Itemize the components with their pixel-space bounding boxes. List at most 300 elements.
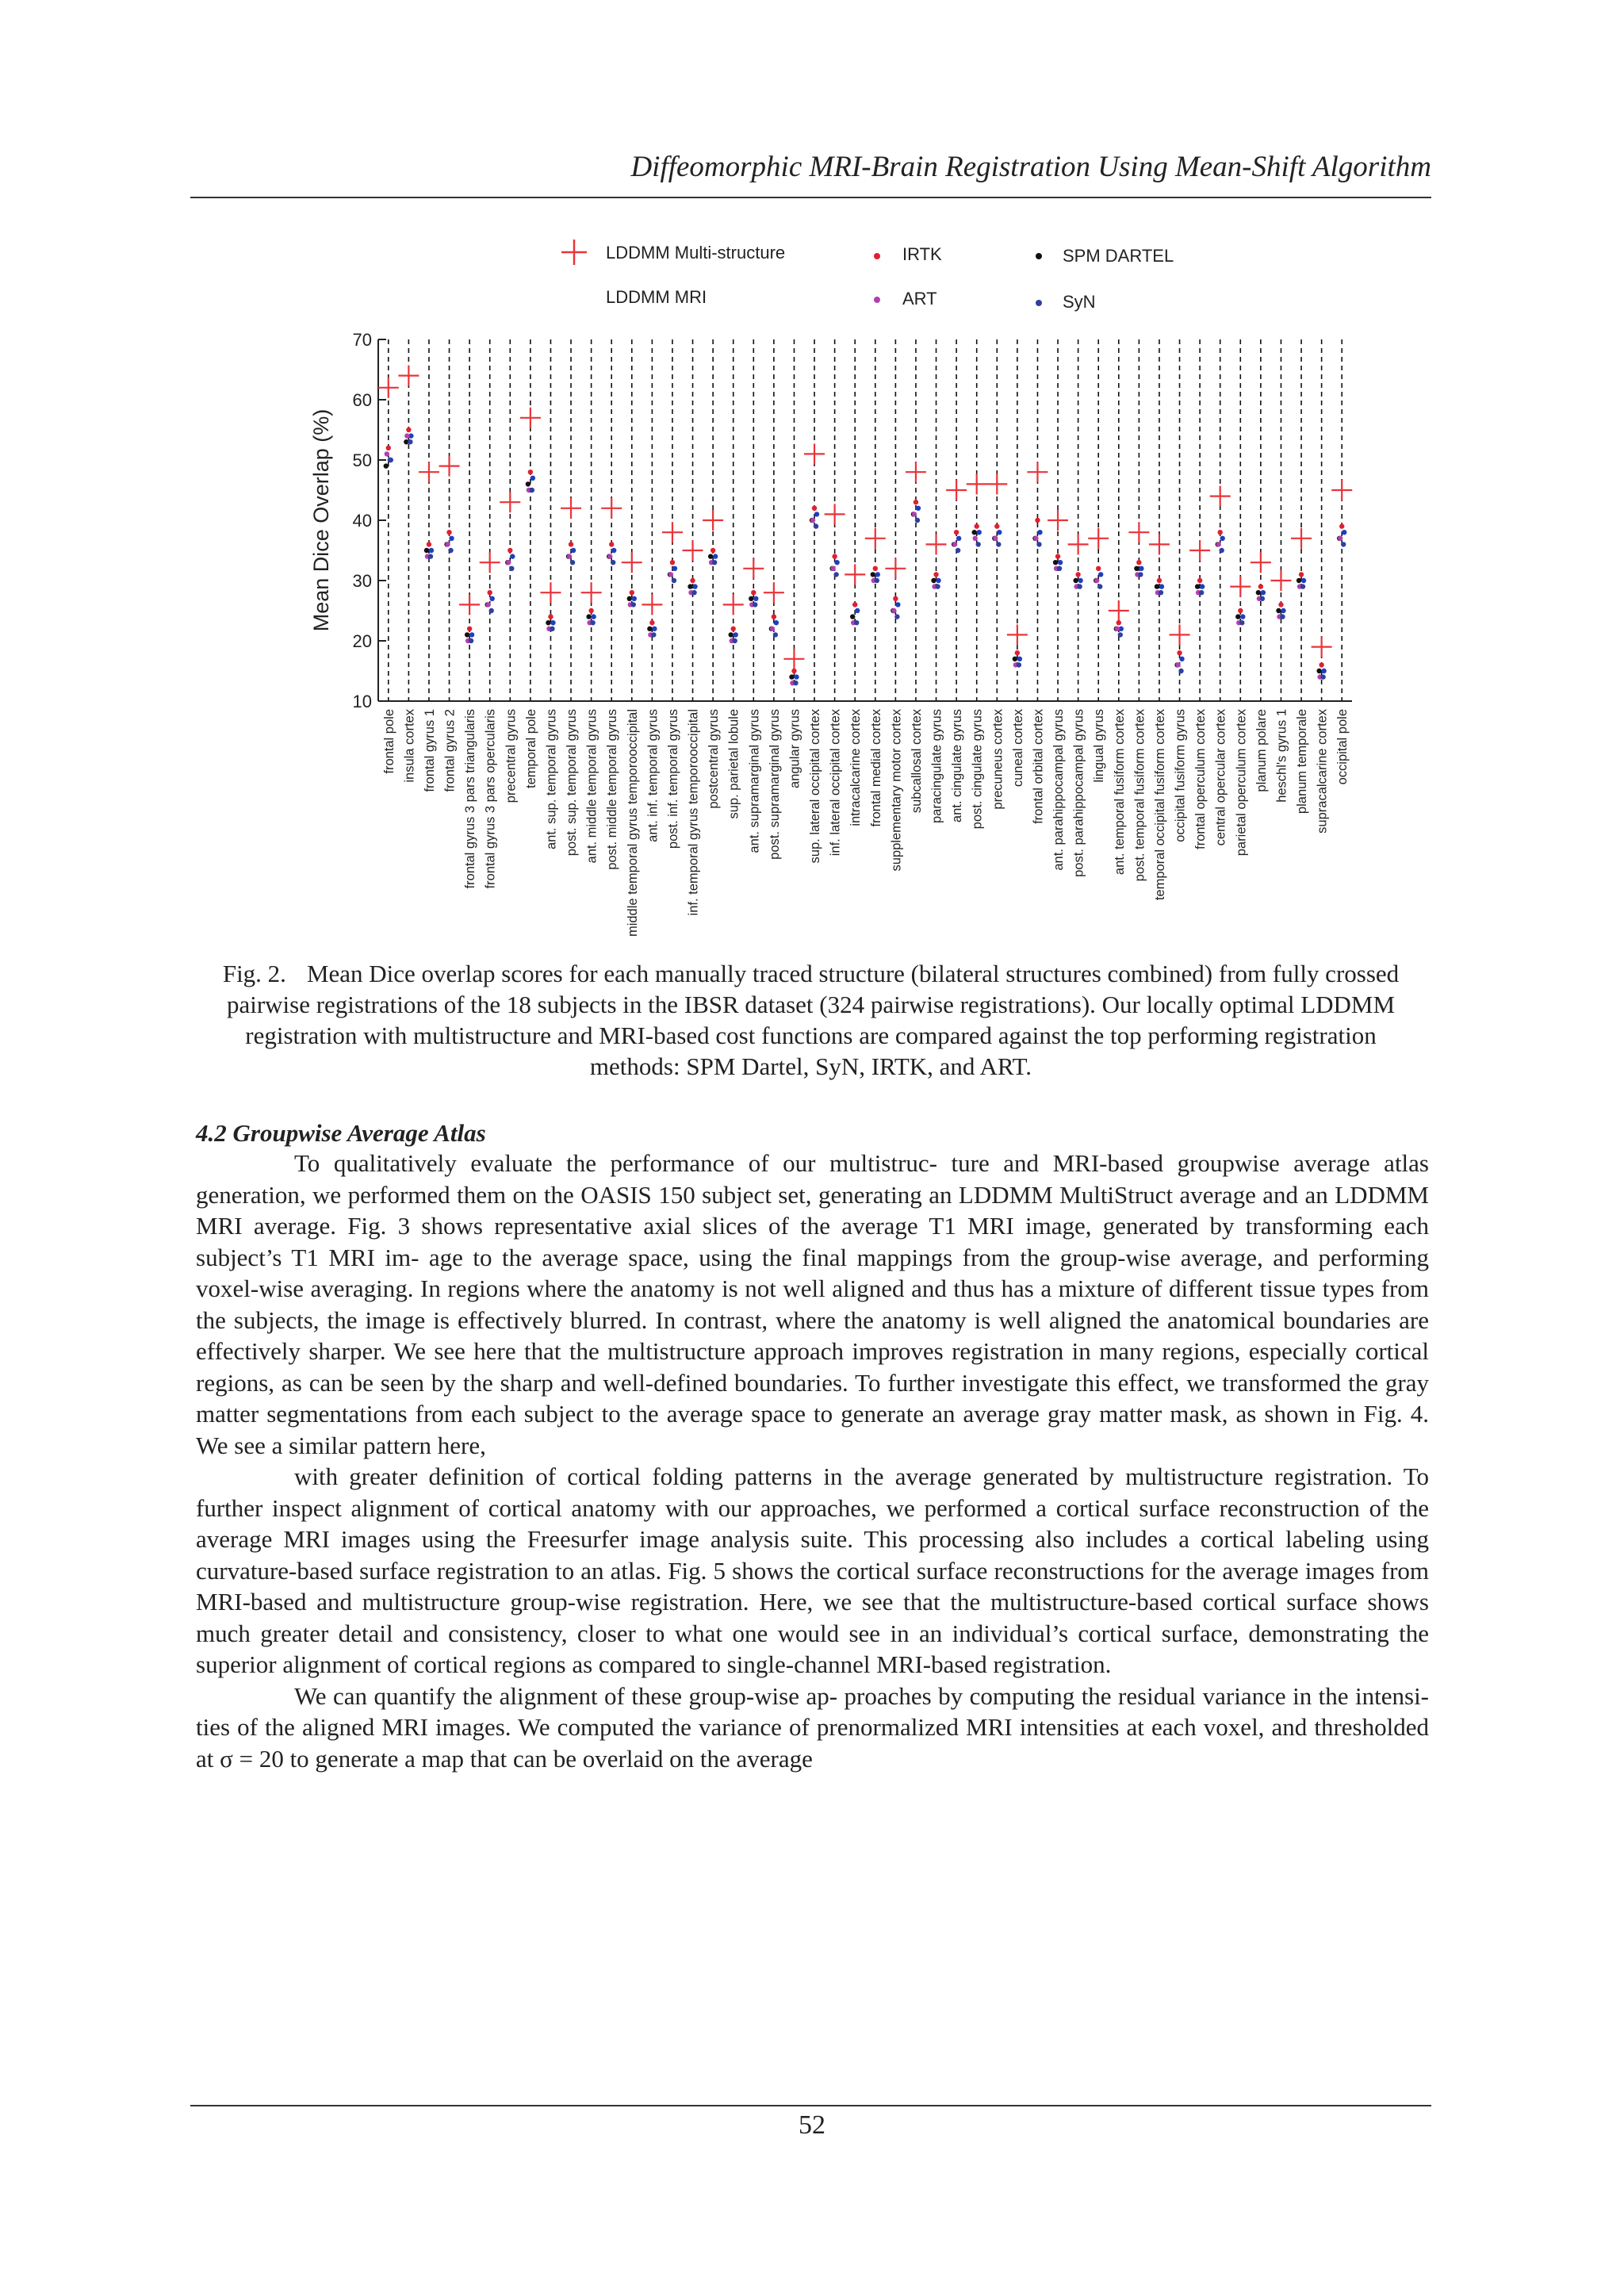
mark-lddmm-multi-structure [906, 462, 926, 482]
category-label: precentral gyrus [504, 709, 519, 803]
mark-lddmm-mri [571, 548, 576, 553]
mark-syn [854, 620, 859, 625]
mark-lddmm-multi-structure [926, 534, 947, 554]
mark-lddmm-mri [1261, 590, 1266, 595]
mark-irtk [446, 530, 451, 535]
mark-irtk [751, 590, 756, 595]
mark-irtk [1055, 554, 1060, 558]
mark-art [404, 433, 409, 438]
mark-lddmm-mri [855, 608, 860, 613]
category-label: lingual gyrus [1092, 709, 1107, 783]
y-tick-label: 20 [352, 631, 372, 651]
figure-2 [0, 0, 1624, 952]
dice-overlap-chart [0, 0, 1624, 952]
mark-lddmm-mri [530, 476, 535, 481]
mark-art [973, 536, 978, 541]
mark-syn [509, 566, 514, 571]
mark-irtk [1136, 560, 1141, 565]
mark-spm-dartel [424, 548, 429, 553]
category-label: supplementary motor cortex [889, 709, 904, 872]
mark-lddmm-mri [1200, 584, 1205, 588]
category-label: middle temporal gyrus temporooccipital [625, 709, 640, 937]
mark-lddmm-mri [490, 596, 495, 601]
mark-irtk [609, 542, 614, 546]
mark-lddmm-multi-structure [480, 552, 500, 573]
mark-lddmm-multi-structure [723, 594, 744, 615]
category-label: post. supramarginal gyrus [767, 709, 782, 860]
category-label: ant. temporal fusiform cortex [1112, 709, 1127, 876]
legend-item-irtk [874, 244, 942, 264]
chart-axes [309, 330, 1352, 711]
category-label: ant. supramarginal gyrus [747, 709, 762, 853]
legend-item-spm-dartel [1036, 246, 1174, 266]
mark-art [912, 512, 917, 516]
mark-lddmm-multi-structure [1149, 534, 1170, 554]
mark-irtk [933, 572, 938, 577]
legend-item-lddmm-multi [561, 240, 785, 265]
mark-art [506, 560, 511, 565]
mark-syn [793, 680, 798, 685]
figure-caption [198, 958, 1423, 1082]
mark-syn [1239, 620, 1244, 625]
mark-syn [631, 602, 636, 607]
mark-irtk [670, 560, 675, 565]
legend-label-syn: SyN [1063, 292, 1096, 312]
mark-lddmm-multi-structure [967, 473, 987, 494]
mark-syn [894, 614, 899, 619]
mark-spm-dartel [627, 596, 632, 601]
mark-syn [651, 632, 656, 637]
mark-irtk [1116, 620, 1121, 625]
mark-art [1216, 542, 1221, 546]
mark-irtk [1096, 566, 1101, 571]
mark-spm-dartel [1013, 657, 1017, 661]
mark-spm-dartel [871, 572, 875, 577]
mark-irtk [1157, 578, 1162, 583]
category-label: planum temporale [1295, 709, 1310, 815]
category-label: post. temporal fusiform cortex [1132, 709, 1147, 882]
mark-lddmm-multi-structure [683, 540, 703, 561]
category-label: parietal operculum cortex [1234, 709, 1249, 857]
legend-dot-irtk [874, 253, 880, 259]
mark-lddmm-mri [936, 578, 940, 583]
mark-spm-dartel [1053, 560, 1058, 565]
mark-syn [550, 627, 554, 631]
mark-art [1033, 536, 1038, 541]
mark-syn [1077, 584, 1082, 588]
mark-syn [1300, 584, 1305, 588]
mark-syn [1199, 590, 1204, 595]
mark-syn [915, 518, 920, 523]
mark-lddmm-mri [875, 572, 880, 577]
category-label: frontal gyrus 3 pars opercularis [483, 709, 498, 889]
paragraph: To qualitatively evaluate the performance of our multistruc- ture and MRI-based groupwise average atlas generation, we performed them on the OASIS 150 subject set, generating an LDDMM MultiStruct average and an LDDMM MRI average. Fig. 3 shows representative axial slices of the average T1 MRI image, generated by transforming each subject’s T1 MRI im- age to the average space, using the final mappings from the group-wise average, and performing voxel-wise averaging. In regions where the anatomy is not well aligned and thus has a mixture of different tissue types from the subjects, the image is effectively blurred. In contrast, where the anatomy is well aligned the anatomical boundaries are effectively sharper. We see here that the multistructure approach improves registration in many regions, especially cortical regions, as can be seen by the sharp and well-defined boundaries. To further investigate this effect, we transformed the gray matter segmentations from each subject to the average space to generate an average gray matter mask, as shown in Fig. 4. We see a similar pattern here, [196, 1149, 1429, 1459]
mark-syn [408, 439, 412, 444]
mark-lddmm-mri [997, 530, 1002, 535]
category-label: ant. parahippocampal gyrus [1051, 709, 1067, 871]
page-number: 52 [799, 2110, 825, 2140]
mark-lddmm-multi-structure [1027, 462, 1048, 482]
mark-syn [1017, 662, 1021, 667]
category-label: precuneus cortex [990, 709, 1005, 810]
mark-lddmm-multi-structure [1189, 540, 1210, 561]
mark-lddmm-mri [652, 627, 657, 631]
mark-syn [1138, 572, 1143, 577]
legend-item-lddmm-mri [606, 287, 707, 307]
mark-syn [428, 554, 433, 558]
category-label: post. middle temporal gyrus [605, 709, 620, 870]
mark-lddmm-mri [834, 560, 839, 565]
category-label: planum polare [1254, 709, 1269, 792]
mark-syn [1118, 632, 1123, 637]
mark-spm-dartel [789, 674, 794, 679]
mark-syn [1280, 614, 1285, 619]
legend-label-art: ART [902, 289, 937, 309]
mark-irtk [630, 590, 634, 595]
category-label: occipital fusiform gyrus [1173, 709, 1188, 842]
mark-lddmm-mri [956, 536, 961, 541]
mark-lddmm-multi-structure [946, 480, 967, 500]
section-heading: 4.2 Groupwise Average Atlas [196, 1119, 486, 1147]
mark-lddmm-multi-structure [540, 582, 561, 603]
mark-lddmm-mri [1240, 614, 1245, 619]
category-label: frontal gyrus 1 [422, 709, 437, 792]
mark-syn [712, 560, 717, 565]
mark-lddmm-mri [1017, 657, 1022, 661]
mark-lddmm-mri [814, 512, 819, 516]
category-label: frontal gyrus 2 [442, 709, 458, 792]
mark-irtk [1299, 572, 1304, 577]
mark-lddmm-mri [469, 632, 474, 637]
mark-spm-dartel [972, 530, 977, 535]
mark-lddmm-multi-structure [581, 582, 602, 603]
mark-syn [570, 560, 575, 565]
category-label: inf. temporal gyrus temporooccipital [686, 709, 701, 916]
mark-irtk [488, 590, 492, 595]
mark-art [486, 602, 491, 607]
category-label: frontal medial cortex [868, 709, 883, 827]
chart-legend [561, 240, 1174, 312]
mark-art [993, 536, 998, 541]
mark-syn [469, 638, 473, 643]
chart-gridlines [389, 339, 1342, 701]
mark-irtk [528, 470, 533, 474]
mark-lddmm-mri [713, 554, 718, 558]
mark-lddmm-multi-structure [378, 378, 399, 398]
mark-art [567, 554, 572, 558]
mark-irtk [873, 566, 878, 571]
mark-syn [814, 523, 818, 528]
category-label: frontal operculum cortex [1193, 709, 1208, 849]
mark-lddmm-mri [1321, 669, 1326, 673]
mark-syn [530, 488, 534, 493]
mark-spm-dartel [546, 620, 550, 625]
mark-irtk [1238, 608, 1243, 613]
mark-lddmm-mri [591, 614, 596, 619]
mark-irtk [731, 627, 736, 631]
mark-art [952, 542, 957, 546]
mark-spm-dartel [729, 632, 733, 637]
mark-syn [875, 578, 879, 583]
mark-irtk [954, 530, 959, 535]
category-label: ant. cingulate gyrus [950, 709, 965, 823]
mark-lddmm-multi-structure [1230, 577, 1251, 597]
mark-irtk [1197, 578, 1202, 583]
legend-dot-art [874, 297, 880, 303]
mark-art [1175, 662, 1180, 667]
mark-art [445, 542, 450, 546]
mark-syn [833, 572, 838, 577]
category-label: inf. lateral occipital cortex [828, 709, 843, 857]
mark-lddmm-multi-structure [1210, 486, 1231, 507]
mark-lddmm-mri [1058, 560, 1063, 565]
category-label: insula cortex [402, 709, 417, 783]
mark-irtk [649, 620, 654, 625]
mark-art [1338, 536, 1342, 541]
legend-label-lddmm-mri: LDDMM MRI [606, 287, 707, 307]
mark-lddmm-multi-structure [520, 408, 541, 428]
mark-spm-dartel [465, 632, 469, 637]
mark-lddmm-mri [550, 620, 555, 625]
mark-lddmm-mri [977, 530, 982, 535]
mark-irtk [1035, 518, 1040, 523]
legend-label-lddmm-multi: LDDMM Multi-structure [606, 243, 786, 263]
mark-lddmm-mri [753, 596, 758, 601]
mark-irtk [1278, 602, 1283, 607]
mark-lddmm-multi-structure [622, 552, 642, 573]
mark-irtk [569, 542, 573, 546]
mark-lddmm-multi-structure [459, 594, 480, 615]
mark-syn [1178, 669, 1183, 673]
mark-lddmm-multi-structure [662, 522, 683, 542]
mark-lddmm-mri [1179, 657, 1184, 661]
footer-rule [190, 2105, 1431, 2106]
mark-spm-dartel [1276, 608, 1281, 613]
mark-lddmm-multi-structure [845, 564, 865, 585]
mark-irtk [914, 500, 918, 504]
mark-spm-dartel [1256, 590, 1261, 595]
mark-lddmm-multi-structure [1007, 624, 1028, 645]
mark-lddmm-multi-structure [1128, 522, 1149, 542]
mark-irtk [772, 614, 776, 619]
category-label: post. cingulate gyrus [970, 709, 985, 830]
mark-syn [611, 560, 615, 565]
y-tick-label: 50 [352, 450, 372, 470]
mark-lddmm-multi-structure [1048, 510, 1068, 531]
mark-lddmm-multi-structure [642, 594, 662, 615]
mark-syn [388, 458, 393, 462]
mark-syn [753, 602, 757, 607]
mark-art [668, 572, 673, 577]
mark-lddmm-mri [733, 632, 738, 637]
mark-lddmm-mri [429, 548, 434, 553]
mark-spm-dartel [1297, 578, 1301, 583]
y-tick-label: 30 [352, 571, 372, 591]
mark-syn [590, 620, 595, 625]
mark-spm-dartel [1235, 614, 1240, 619]
mark-spm-dartel [647, 627, 652, 631]
paragraph: with greater definition of cortical folding patterns in the average generated by multistructure registration. To further inspect alignment of cortical anatomy with our approaches, we performed a cortical surface reconstruction of the average MRI images using the Freesurfer image analysis suite. This processing also includes a cortical labeling using curvature-based surface registration to an atlas. Fig. 5 shows the cortical surface reconstructions for the average images from MRI-based and multistructure group-wise registration. Here, we see that the multistructure-based cortical surface shows much greater detail and consistency, closer to what one would see in an individual’s cortical surface, demonstrating the superior alignment of cortical regions as compared to single-channel MRI-based registration. [196, 1462, 1429, 1678]
mark-lddmm-mri [916, 506, 921, 511]
mark-spm-dartel [688, 584, 692, 588]
mark-lddmm-multi-structure [743, 558, 764, 579]
mark-spm-dartel [1195, 584, 1200, 588]
mark-lddmm-mri [1301, 578, 1306, 583]
mark-lddmm-mri [632, 596, 637, 601]
mark-lddmm-multi-structure [1291, 528, 1312, 549]
mark-irtk [832, 554, 837, 558]
mark-spm-dartel [1155, 584, 1159, 588]
mark-lddmm-mri [1098, 572, 1103, 577]
mark-lddmm-multi-structure [500, 492, 520, 512]
y-tick-label: 40 [352, 511, 372, 531]
mark-irtk [812, 506, 817, 511]
mark-syn [773, 632, 778, 637]
category-label: sup. parietal lobule [726, 709, 741, 819]
mark-spm-dartel [384, 463, 389, 468]
legend-item-art [874, 289, 937, 309]
mark-irtk [710, 548, 715, 553]
mark-lddmm-mri [672, 566, 677, 571]
mark-lddmm-mri [1078, 578, 1082, 583]
mark-irtk [1258, 584, 1263, 588]
mark-art [1115, 627, 1120, 631]
mark-lddmm-multi-structure [1251, 552, 1271, 573]
mark-lddmm-multi-structure [601, 498, 622, 519]
mark-lddmm-mri [1220, 536, 1225, 541]
mark-lddmm-multi-structure [865, 528, 886, 549]
mark-lddmm-multi-structure [1331, 480, 1352, 500]
mark-syn [1260, 596, 1265, 601]
running-title: Diffeomorphic MRI-Brain Registration Using Mean-Shift Algorithm [630, 151, 1431, 183]
mark-irtk [1177, 650, 1182, 655]
mark-irtk [508, 548, 512, 553]
caption-text: Mean Dice overlap scores for each manually traced structure (bilateral structures combined) from fully crossed pairwise registrations of the 18 subjects in the IBSR dataset (324 pairwise registrations). Our locally optimal LDDMM registration with multistructure and MRI-based cost functions are compared against the top performing registration methods: SPM Dartel, SyN, IRTK, and ART. [226, 960, 1400, 1080]
mark-irtk [791, 669, 796, 673]
category-label: temporal pole [523, 709, 538, 788]
mark-lddmm-mri [449, 536, 454, 541]
mark-syn [956, 548, 960, 553]
chart-marks [378, 366, 1352, 686]
legend-dot-spm [1036, 253, 1042, 259]
mark-syn [976, 542, 981, 546]
mark-art [385, 451, 389, 456]
mark-lddmm-multi-structure [703, 510, 723, 531]
category-label: ant. middle temporal gyrus [584, 709, 599, 864]
mark-lddmm-multi-structure [783, 649, 804, 669]
mark-syn [672, 578, 676, 583]
mark-lddmm-multi-structure [398, 366, 419, 386]
mark-lddmm-multi-structure [1170, 624, 1190, 645]
mark-art [891, 608, 896, 613]
category-label: ant. sup. temporal gyrus [544, 709, 559, 850]
mark-lddmm-mri [794, 674, 799, 679]
legend-label-spm-dartel: SPM DARTEL [1063, 246, 1174, 266]
mark-lddmm-multi-structure [986, 473, 1007, 494]
mark-irtk [975, 523, 979, 528]
category-label: heschl's gyrus 1 [1274, 709, 1289, 803]
category-label: post. parahippocampal gyrus [1071, 709, 1086, 877]
mark-lddmm-mri [510, 554, 515, 558]
mark-irtk [852, 602, 857, 607]
mark-syn [1057, 566, 1062, 571]
y-tick-label: 10 [352, 692, 372, 711]
category-label: occipital pole [1335, 709, 1350, 785]
mark-lddmm-multi-structure [804, 443, 825, 464]
mark-irtk [427, 542, 431, 546]
mark-spm-dartel [1073, 578, 1078, 583]
mark-spm-dartel [1316, 669, 1321, 673]
mark-lddmm-multi-structure [419, 462, 439, 482]
y-tick-label: 60 [352, 390, 372, 410]
mark-lddmm-mri [1159, 584, 1164, 588]
mark-art [810, 518, 815, 523]
category-label: post. sup. temporal gyrus [565, 709, 580, 857]
mark-lddmm-mri [1037, 530, 1042, 535]
mark-art [1094, 578, 1099, 583]
mark-lddmm-multi-structure [1109, 600, 1129, 621]
mark-lddmm-multi-structure [1068, 534, 1089, 554]
mark-lddmm-mri [1281, 608, 1285, 613]
category-label: frontal gyrus 3 pars triangularis [463, 709, 478, 889]
mark-lddmm-multi-structure [825, 504, 845, 524]
mark-irtk [1015, 650, 1020, 655]
mark-art [770, 627, 775, 631]
mark-syn [1341, 542, 1346, 546]
category-label: ant. inf. temporal gyrus [645, 709, 661, 842]
mark-spm-dartel [526, 481, 530, 486]
mark-syn [489, 608, 494, 613]
mark-spm-dartel [931, 578, 936, 583]
paragraph: We can quantify the alignment of these group-wise ap- proaches by computing the residual variance in the intensi- ties of the aligned MRI images. We computed the variance of prenormalized MRI intensities at each voxel, and thresholded at σ = 20 to generate a map that can be overlaid on the average [196, 1681, 1429, 1773]
mark-lddmm-multi-structure [1270, 570, 1291, 591]
mark-irtk [386, 446, 391, 450]
category-label: frontal orbital cortex [1031, 709, 1046, 824]
mark-irtk [690, 578, 695, 583]
mark-irtk [893, 596, 898, 601]
mark-lddmm-mri [1342, 530, 1346, 535]
category-label: frontal pole [381, 709, 396, 774]
category-label: cuneal cortex [1010, 709, 1025, 788]
legend-label-irtk: IRTK [902, 244, 942, 264]
category-label: sup. lateral occipital cortex [808, 709, 823, 864]
mark-syn [1220, 548, 1224, 553]
mark-syn [733, 638, 737, 643]
mark-art [830, 566, 835, 571]
mark-syn [996, 542, 1001, 546]
mark-lddmm-multi-structure [885, 558, 906, 579]
mark-syn [1159, 590, 1163, 595]
mark-lddmm-mri [774, 620, 779, 625]
category-label: temporal occipital fusiform cortex [1152, 709, 1167, 901]
mark-spm-dartel [749, 596, 753, 601]
mark-lddmm-multi-structure [764, 582, 784, 603]
mark-syn [1320, 674, 1325, 679]
mark-irtk [588, 608, 593, 613]
category-label: supracalcarine cortex [1315, 709, 1330, 834]
legend-dot-syn [1036, 300, 1042, 306]
mark-lddmm-mri [611, 548, 616, 553]
y-axis-title: Mean Dice Overlap (%) [309, 408, 333, 632]
mark-irtk [467, 627, 472, 631]
mark-lddmm-multi-structure [561, 498, 581, 519]
mark-spm-dartel [1134, 566, 1139, 571]
mark-spm-dartel [708, 554, 713, 558]
mark-syn [1036, 542, 1041, 546]
mark-lddmm-multi-structure [1312, 637, 1332, 657]
category-label: post. inf. temporal gyrus [665, 709, 680, 849]
mark-irtk [1218, 530, 1223, 535]
